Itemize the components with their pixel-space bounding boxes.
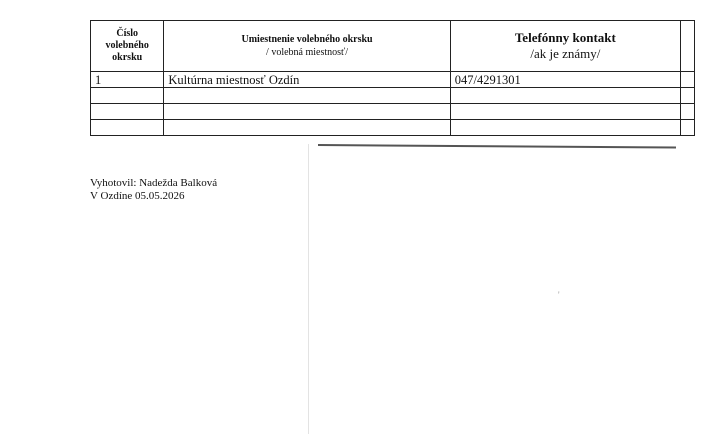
row-phone-cell: [450, 88, 680, 104]
row-extra-cell: [680, 120, 694, 136]
header-number-line3: okrsku: [112, 52, 143, 63]
row-location-cell: [164, 88, 450, 104]
header-extra-cell: [680, 21, 694, 72]
row-extra-cell: [680, 104, 694, 120]
header-location-sub: / volebná miestnosť/: [266, 47, 349, 58]
row-location-cell: [164, 104, 450, 120]
header-district-location: [164, 21, 450, 72]
row-extra-cell: [680, 88, 694, 104]
pasted-paper-overlay: [308, 144, 679, 434]
row-extra-cell: [680, 72, 694, 88]
scan-speck: ': [558, 290, 560, 300]
place-date-text: V Ozdíne 05.05.2026: [90, 190, 185, 202]
row-number-cell: [91, 104, 164, 120]
table-row: [91, 72, 695, 88]
row-location-cell: [164, 120, 450, 136]
table-header-row: [91, 21, 695, 72]
header-district-number: [91, 21, 164, 72]
table-row: [91, 88, 695, 104]
signature-block: [90, 177, 217, 203]
header-phone-main: Telefónny kontakt: [514, 30, 616, 45]
row-phone-cell: 047/4291301: [450, 72, 680, 88]
row-number-cell: [91, 88, 164, 104]
row-number-cell: [91, 120, 164, 136]
header-location-main: Umiestnenie volebného okrsku: [241, 34, 373, 45]
header-number-line2: volebného: [105, 40, 149, 51]
header-phone-sub: /ak je známy/: [530, 46, 601, 61]
row-location-cell: Kultúrna miestnosť Ozdín: [164, 72, 450, 88]
row-number-cell: 1: [91, 72, 164, 88]
table-row: [91, 120, 695, 136]
header-phone-contact: [450, 21, 680, 72]
table-row: [91, 104, 695, 120]
row-phone-cell: [450, 104, 680, 120]
polling-district-table: [90, 20, 695, 136]
prepared-by-text: Vyhotovil: Nadežda Balková: [90, 177, 218, 189]
row-phone-cell: [450, 120, 680, 136]
header-number-line1: Číslo: [116, 28, 139, 39]
